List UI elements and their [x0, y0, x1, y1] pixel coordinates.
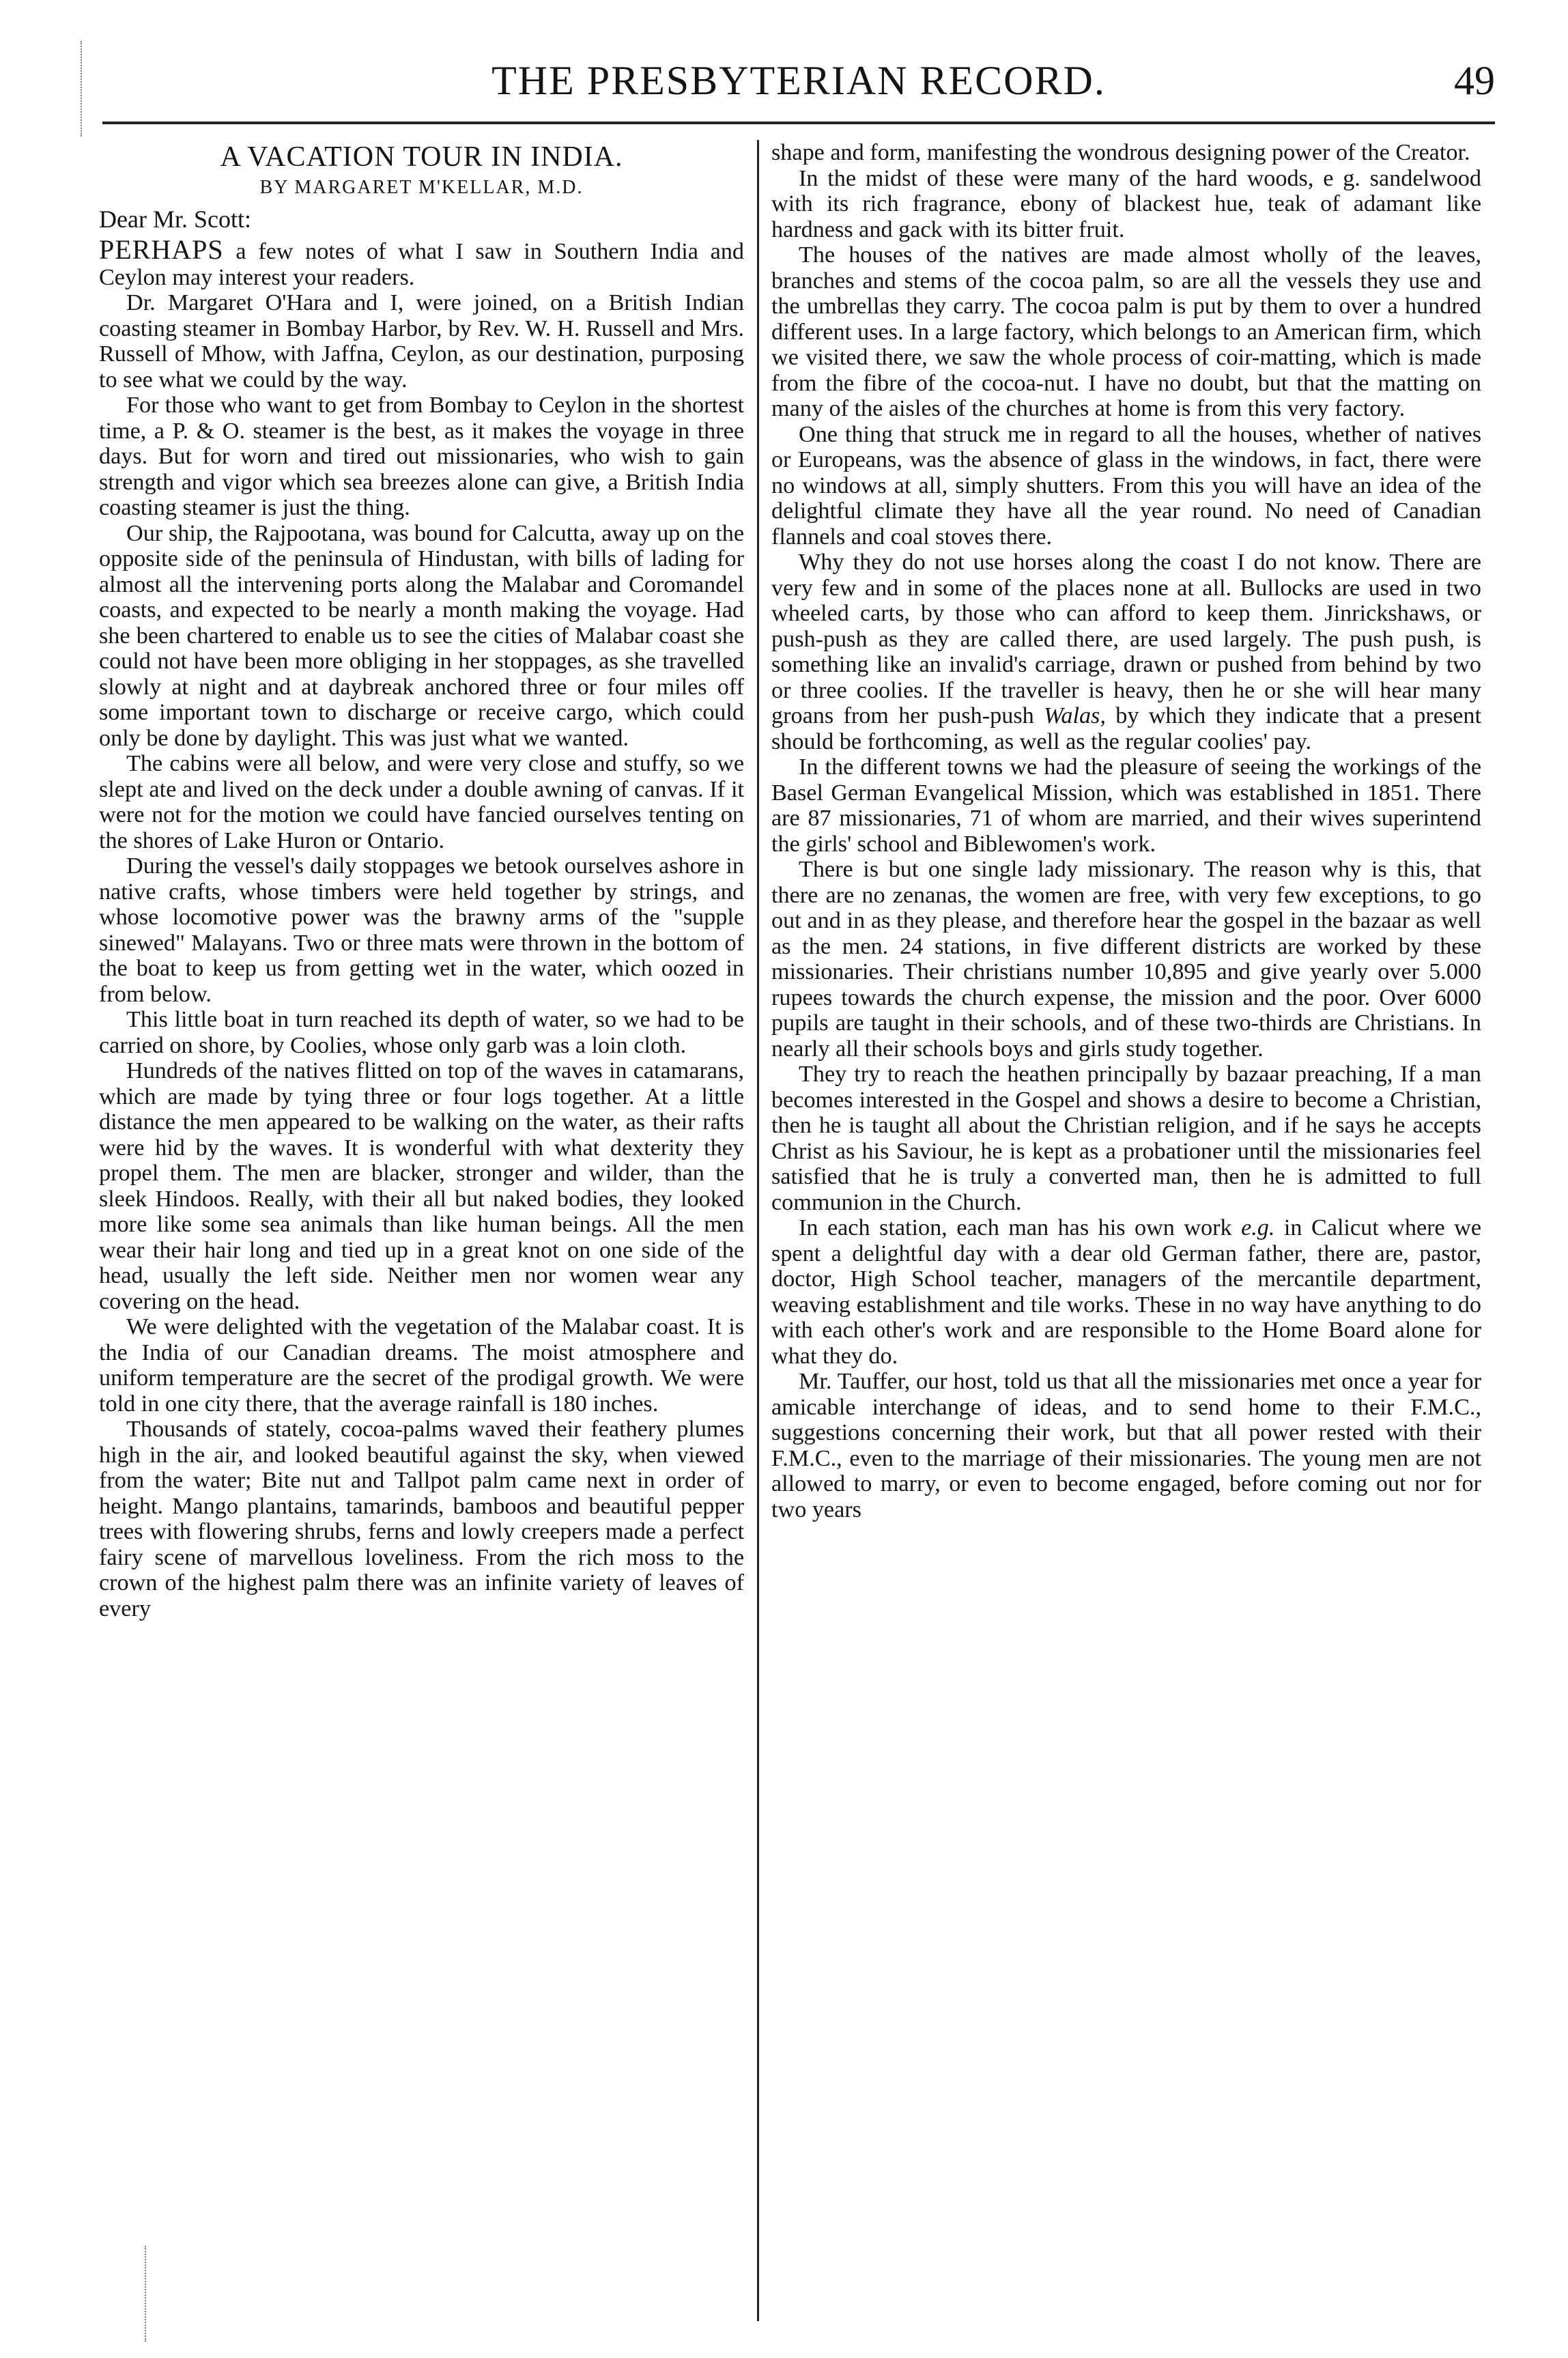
salutation: Dear Mr. Scott: — [99, 205, 251, 233]
article-title: A VACATION TOUR IN INDIA. — [220, 141, 623, 173]
paragraph: One thing that struck me in regard to all the houses, whether of natives or Europeans, was the absence of glass in the windows, in fact, there were no windows at all, simply shutters. From this you will have an idea of the delightful climate they have all the year round. No need of Canadian flannels and coal stoves there. — [771, 421, 1481, 550]
paragraph: Our ship, the Rajpootana, was bound for Calcutta, away up on the opposite side of the peninsula of Hindustan, with bills of lading for almost all the intervening ports along the Malabar and Coromandel coasts, and expected to be nearly a month making the voyage. Had she been chartered to enable us to see the cities of Malabar coast she could not have been more obliging in her stoppages, as she travelled slowly at night and at daybreak anchored three or four miles off some important town to discharge or receive cargo, which could only be done by daylight. This was just what we wanted. — [99, 520, 744, 751]
paragraph: In the midst of these were many of the hard woods, e g. sandelwood with its rich fragrance, ebony of blackest hue, teak of adamant like hardness and gack with its bitter fruit. — [771, 165, 1481, 242]
paragraph: For those who want to get from Bombay to Ceylon in the shortest time, a P. & O. steamer is the best, as it makes the voyage in three days. But for worn and tired out missionaries, who wish to gain strength and vigor which sea breezes alone can give, a British India coasting steamer is just the thing. — [99, 393, 744, 520]
paragraph: During the vessel's daily stoppages we betook ourselves ashore in native crafts, whose timbers were held together by strings, and whose locomotive power was the brawny arms of the "supple sinewed" Malayans. Two or three mats were thrown in the bottom of the boat to keep us from getting wet in the water, which oozed in from below. — [99, 853, 744, 1007]
margin-marks — [145, 2246, 153, 2342]
page-number: 49 — [1454, 58, 1495, 103]
paragraph: The cabins were all below, and were very close and stuffy, so we slept ate and lived on the deck under a double awning of canvas. If it were not for the motion we could have fancied ourselves tenting on the shores of Lake Huron or Ontario. — [99, 751, 744, 853]
article-byline: BY MARGARET M'KELLAR, M.D. — [259, 177, 584, 198]
paragraph: There is but one single lady missionary. The reason why is this, that there are no zenanas, the women are free, with very few exceptions, to go out and in as they please, and therefore hear the gospel in the bazaar as well as the men. 24 stations, in five different districts are worked by these missionaries. Their christians number 10,895 and give yearly over 5.000 rupees towards the church expense, the mission and the poor. Over 6000 pupils are taught in their schools, and of these two-thirds are Christians. In nearly all their schools boys and girls study together. — [771, 857, 1481, 1062]
paragraph: Thousands of stately, cocoa-palms waved their feathery plumes high in the air, and looked beautiful against the sky, when viewed from the water; Bite nut and Tallpot palm came next in order of height. Mango plantains, tamarinds, bamboos and beautiful pepper trees with flowering shrubs, ferns and lowly creepers made a perfect fairy scene of marvellous loveliness. From the rich moss to the crown of the highest palm there was an infinite variety of leaves of every — [99, 1417, 744, 1621]
paragraph-text: by which they indicate that a present should be forthcoming, as well as the regular coolies' pay. — [771, 703, 1481, 754]
opening-lead-word: PERHAPS — [99, 234, 224, 265]
publication-title: THE PRESBYTERIAN RECORD. — [491, 58, 1106, 103]
eg-abbreviation: e.g. — [1241, 1215, 1275, 1240]
paragraph: We were delighted with the vegetation of the Malabar coast. It is the India of our Canadian dreams. The moist atmosphere and uniform temperature are the secret of the prodigal growth. We were told in one city there, that the average rainfall is 180 inches. — [99, 1314, 744, 1417]
paragraph: Hundreds of the natives flitted on top of the waves in catamarans, which are made by tying three or four logs together. At a little distance the men appeared to be walking on the water, as their rafts were hid by the waves. It is wonderful with what dexterity they propel them. The men are blacker, stronger and wilder, than the sleek Hindoos. Really, with their all but naked bodies, they looked more like some sea animals than like human beings. All the men wear their hair long and tied up in a great knot on one side of the head, usually the left side. Neither men nor women wear any covering on the head. — [99, 1058, 744, 1314]
opening-text: a few notes of what I saw in Southern India and Ceylon may interest your readers. — [99, 239, 744, 290]
paragraph: Dr. Margaret O'Hara and I, were joined, on a British Indian coasting steamer in Bombay Harbor, by Rev. W. H. Russell and Mrs. Russell of Mhow, with Jaffna, Ceylon, as our destination, purposing to see what we could by the way. — [99, 290, 744, 393]
paragraph-text: In each station, each man has his own work — [799, 1215, 1232, 1240]
paragraph: Mr. Tauffer, our host, told us that all the missionaries met once a year for amicable interchange of ideas, and to send home to their F.M.C., suggestions concerning their work, but that all power rested with their F.M.C., even to the marriage of their missionaries. The young men are not allowed to marry, or even to become engaged, before coming out nor for two years — [771, 1369, 1481, 1522]
left-column — [99, 140, 744, 2325]
paragraph: This little boat in turn reached its depth of water, so we had to be carried on shore, by Coolies, whose only garb was a loin cloth. — [99, 1007, 744, 1058]
paragraph: They try to reach the heathen principally by bazaar preaching, If a man becomes interested in the Gospel and shows a desire to become a Christian, then he is taught all about the Christian religion, and if he says he accepts Christ as his Saviour, he is kept as a probationer until the missionaries feel satisfied that he is truly a converted man, then he is admitted to full communion in the Church. — [771, 1062, 1481, 1215]
paragraph: The houses of the natives are made almost wholly of the leaves, branches and stems of the cocoa palm, so are all the vessels they use and the umbrellas they carry. The cocoa palm is put by them to over a hundred different uses. In a large factory, which belongs to an American firm, which we visited there, we saw the whole process of coir-matting, which is made from the fibre of the cocoa-nut. I have no doubt, but that the matting on many of the aisles of the churches at home is from this very factory. — [771, 242, 1481, 421]
walas-word: Walas, — [1044, 703, 1106, 728]
right-column — [771, 140, 1481, 2325]
paragraph: In the different towns we had the pleasure of seeing the workings of the Basel German Evangelical Mission, which was established in 1851. There are 87 missionaries, 71 of whom are married, and their wives superintend the girls' school and Biblewomen's work. — [771, 754, 1481, 857]
paragraph-calicut — [771, 1215, 1481, 1369]
paragraph-text: Why they do not use horses along the coast I do not know. There are very few and in some of the places none at all. Bullocks are used in two wheeled carts, by those who can afford to keep them. Jinrickshaws, or push-push as they are called there, are used largely. The push push, is something like an invalid's carriage, drawn or pushed from behind by two or three coolies. If the traveller is heavy, then he or she will hear many groans from her push-push — [771, 550, 1481, 728]
column-divider — [757, 140, 759, 2321]
margin-marks — [81, 41, 89, 137]
paragraph-push-push — [771, 550, 1481, 754]
opening-paragraph — [99, 234, 744, 290]
paragraph: shape and form, manifesting the wondrous designing power of the Creator. — [771, 140, 1470, 165]
page-header — [102, 41, 1495, 123]
paragraph-text: in Calicut where we spent a delightful day with a dear old German father, there are, pastor, doctor, High School teacher, managers of the mercantile department, weaving establishment and tile works. These in no way have anything to do with each other's work and are responsible to the Home Board alone for what they do. — [771, 1215, 1481, 1369]
header-rule — [102, 122, 1495, 124]
